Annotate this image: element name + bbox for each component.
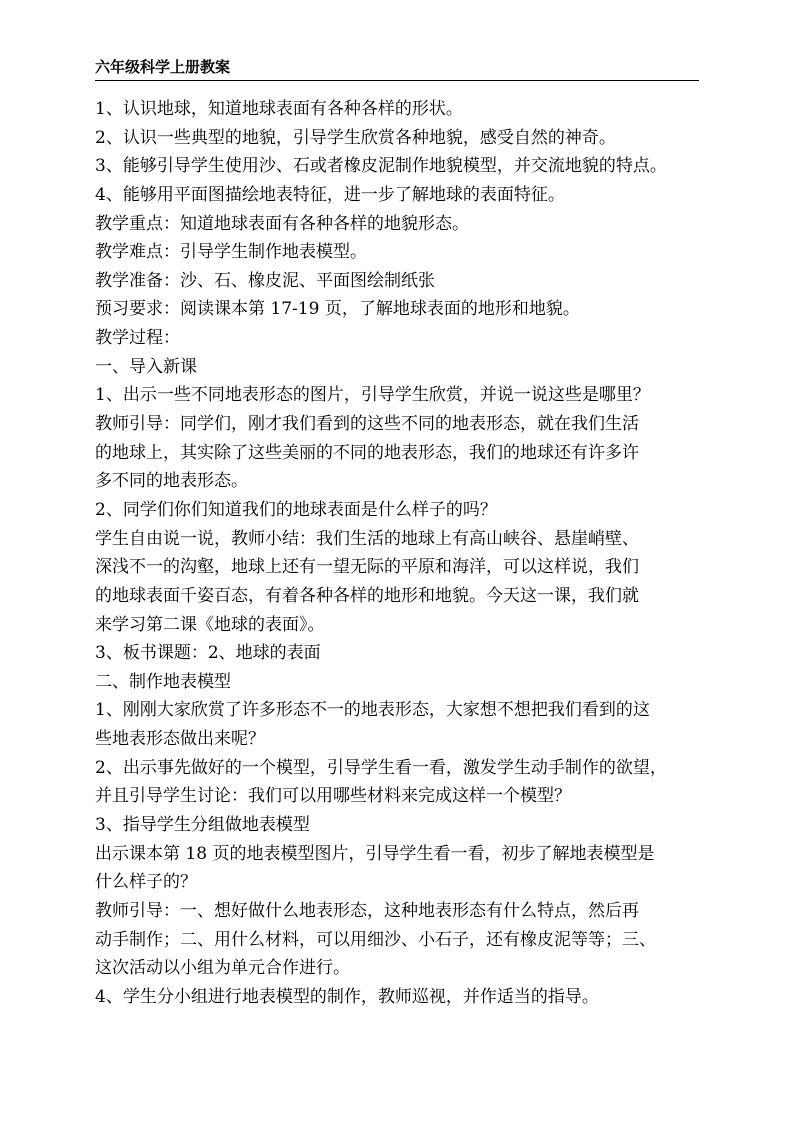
- text-line: 些地表形态做出来呢？: [95, 729, 265, 750]
- text-line: 出示课本第 18 页的地表模型图片，引导学生看一看，初步了解地表模型是: [95, 843, 655, 864]
- text-line: 并且引导学生讨论：我们可以用哪些材料来完成这样一个模型？: [95, 786, 571, 807]
- lesson-plan-body: [95, 95, 705, 1012]
- text-line: 学生自由说一说，教师小结：我们生活的地球上有高山峡谷、悬崖峭壁、: [95, 528, 639, 549]
- text-line: 3、板书课题：2、地球的表面: [95, 643, 321, 664]
- text-line: 1、认识地球，知道地球表面有各种各样的形状。: [95, 99, 463, 119]
- text-line: 预习要求：阅读课本第 17-19 页，了解地球表面的地形和地貌。: [95, 299, 580, 320]
- text-line: 教师引导：一、想好做什么地表形态，这种地表形态有什么特点，然后再: [95, 900, 639, 921]
- text-line: 1、出示一些不同地表形态的图片，引导学生欣赏，并说一说这些是哪里？: [95, 385, 650, 406]
- text-line: 来学习第二课《地球的表面》。: [95, 614, 325, 635]
- text-line: 什么样子的？: [95, 872, 197, 893]
- text-line: 的地球上，其实除了这些美丽的不同的地表形态，我们的地球还有许多许: [95, 442, 639, 463]
- text-line: 教师引导：同学们，刚才我们看到的这些不同的地表形态，就在我们生活: [95, 414, 639, 435]
- page-header: [95, 56, 699, 81]
- text-line: 教学难点：引导学生制作地表模型。: [95, 242, 367, 263]
- text-line: 多不同的地表形态。: [95, 471, 248, 492]
- text-line: 3、指导学生分组做地表模型: [95, 815, 310, 836]
- text-line: 教学重点：知道地球表面有各种各样的地貌形态。: [95, 213, 469, 234]
- text-line: 4、学生分小组进行地表模型的制作，教师巡视，并作适当的指导。: [95, 986, 599, 1007]
- text-line: 的地球表面千姿百态，有着各种各样的地形和地貌。今天这一课，我们就: [95, 585, 639, 606]
- header-title: 六年级科学上册教案: [95, 58, 231, 76]
- text-line: 教学准备：沙、石、橡皮泥、平面图绘制纸张: [95, 270, 435, 291]
- text-line: 教学过程：: [95, 328, 180, 349]
- text-line: 2、出示事先做好的一个模型，引导学生看一看，激发学生动手制作的欲望，: [95, 757, 667, 778]
- text-line: 3、能够引导学生使用沙、石或者橡皮泥制作地貌模型，并交流地貌的特点。: [95, 156, 667, 177]
- text-line: 深浅不一的沟壑，地球上还有一望无际的平原和海洋，可以这样说，我们: [95, 557, 639, 578]
- section-heading: 二、制作地表模型: [95, 671, 231, 692]
- text-line: 2、同学们你们知道我们的地球表面是什么样子的吗？: [95, 499, 497, 520]
- text-line: 动手制作；二、用什么材料，可以用细沙、小石子，还有橡皮泥等等；三、: [95, 929, 656, 950]
- text-line: 这次活动以小组为单元合作进行。: [95, 958, 350, 979]
- text-line: 1、刚刚大家欣赏了许多形态不一的地表形态，大家想不想把我们看到的这: [95, 700, 650, 721]
- section-heading: 一、导入新课: [95, 356, 197, 377]
- text-line: 2、认识一些典型的地貌，引导学生欣赏各种地貌，感受自然的神奇。: [95, 127, 616, 148]
- text-line: 4、能够用平面图描绘地表特征，进一步了解地球的表面特征。: [95, 184, 565, 205]
